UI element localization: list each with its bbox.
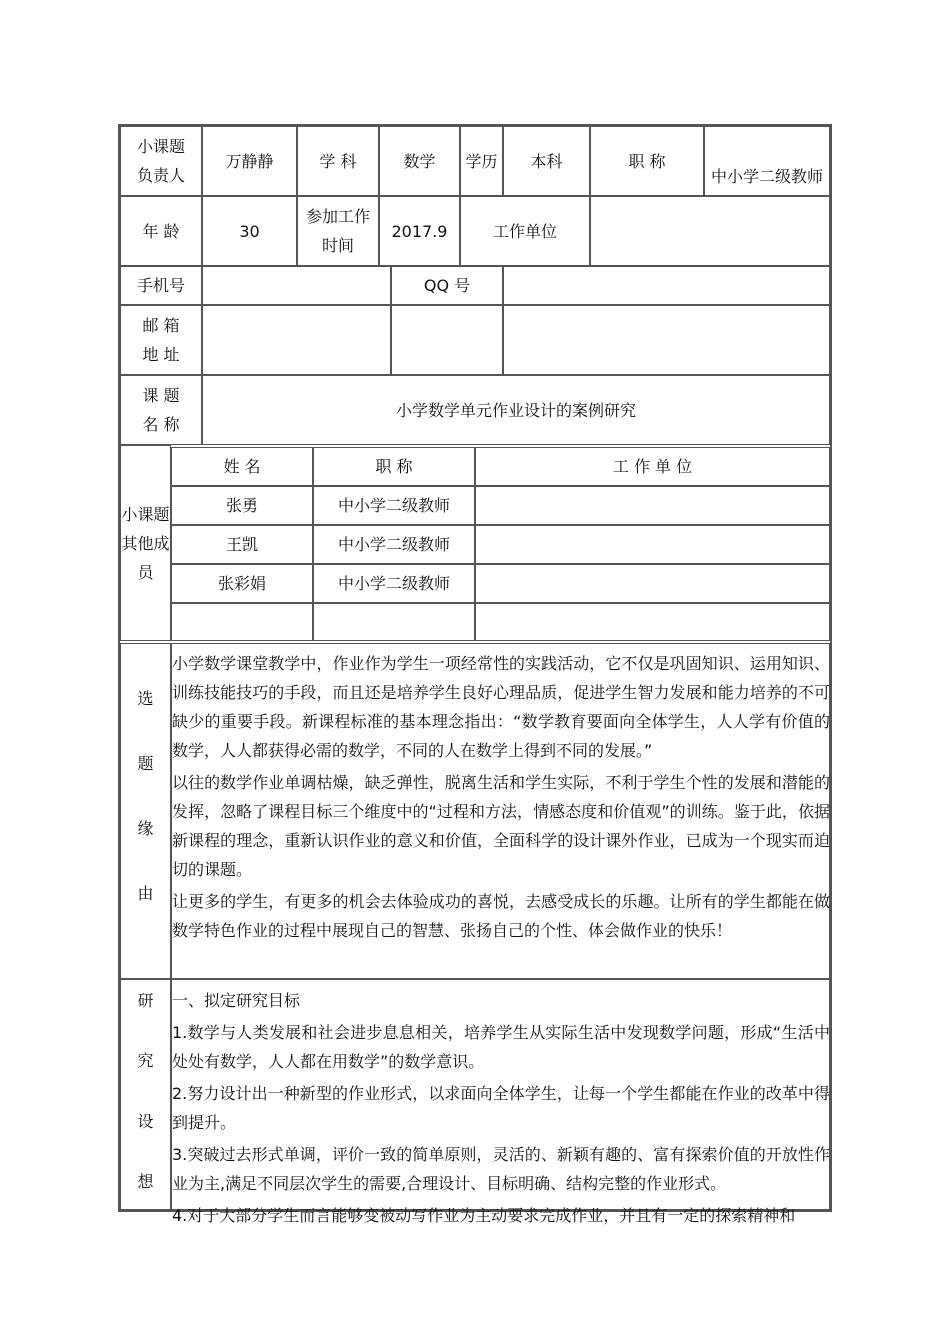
education-value: 本科 [530,151,563,171]
reason-label-cell [120,643,171,979]
title-label-cell [590,126,704,196]
leader-label-line1: 小课题 [136,137,185,156]
member-title: 中小学二级教师 [337,496,450,515]
topic-value-cell [202,375,830,445]
leader-label-line2: 负责人 [136,166,185,185]
email-extra-cell-1 [391,305,503,375]
title-label: 职 称 [628,151,666,171]
members-side-label-cell [120,445,171,641]
member-name: 张彩娟 [217,574,266,593]
work-time-label-line2: 时间 [321,236,354,255]
member-row-4-title [313,603,475,641]
research-paragraph-1: 一、拟定研究目标 [172,991,301,1010]
title-value-cell [704,126,830,196]
member-title: 中小学二级教师 [337,535,450,554]
member-row-1-name [171,486,313,525]
members-header-name-text: 姓 名 [223,457,261,476]
phone-label-cell [120,266,202,305]
topic-label-line2: 名 称 [142,415,180,434]
email-label-cell [120,305,202,375]
members-side-label-line2: 其他成 [121,533,170,553]
members-header-title-text: 职 称 [375,457,413,476]
education-value-cell [503,126,590,196]
work-time-value-cell [379,196,460,266]
research-label-char-1: 研 [137,991,154,1010]
members-header-unit [475,447,830,486]
reason-label-char-4: 由 [137,884,154,904]
research-label-char-3: 设 [137,1111,154,1131]
research-paragraph-4: 3.突破过去形式单调，评价一致的简单原则，灵活的、新颖有趣的、富有探索价值的开放性作业为主,满足不同层次学生的需要,合理设计、目标明确、结构完整的作业形式。 [172,1145,830,1193]
email-label-line1: 邮 箱 [142,316,180,335]
education-label: 学历 [465,151,498,171]
title-value: 中小学二级教师 [710,167,823,186]
research-label-char-2: 究 [137,1051,154,1071]
leader-name: 万静静 [225,151,274,171]
topic-value: 小学数学单元作业设计的案例研究 [395,400,636,420]
member-row-4-name [171,603,313,641]
work-unit-value-cell [590,196,830,266]
age-value: 30 [239,221,260,241]
member-row-2-name [171,525,313,564]
education-label-cell [460,126,503,196]
reason-label-char-3: 缘 [137,819,154,839]
reason-paragraph-2: 以往的数学作业单调枯燥，缺乏弹性，脱离生活和学生实际，不利于学生个性的发展和潜能的发挥，忽略了课程目标三个维度中的“过程和方法，情感态度和价值观”的训练。鉴于此，依据新课程的理念，重新认识作业的意义和价值，全面科学的设计课外作业，已成为一个现实而迫切的课题。 [172,773,830,879]
member-row-3-unit [475,564,830,603]
member-name: 张勇 [225,496,258,515]
member-row-3-name [171,564,313,603]
member-row-2-unit [475,525,830,564]
member-row-4-unit [475,603,830,641]
age-label: 年 龄 [142,221,180,241]
member-row-1-unit [475,486,830,525]
member-row-1-title [313,486,475,525]
reason-paragraph-1: 小学数学课堂教学中，作业作为学生一项经常性的实践活动，它不仅是巩固知识、运用知识、训练技能技巧的手段，而且还是培养学生良好心理品质，促进学生智力发展和能力培养的不可缺少的重要手段。新课程标准的基本理念指出：“数学教育要面向全体学生，人人学有价值的数学，人人都获得必需的数学，不同的人在数学上得到不同的发展。” [172,654,830,760]
age-label-cell [120,196,202,266]
members-side-label-line3: 员 [137,562,154,582]
age-value-cell [202,196,297,266]
subject-label: 学 科 [319,151,357,171]
member-row-2-title [313,525,475,564]
members-side-label-line1: 小课题 [121,504,170,524]
qq-label: QQ 号 [423,276,471,295]
members-header-unit-text: 工 作 单 位 [612,457,693,476]
subject-value-cell [379,126,460,196]
research-paragraph-2: 1.数学与人类发展和社会进步息息相关，培养学生从实际生活中发现数学问题，形成“生活中处处有数学，人人都在用数学”的数学意识。 [172,1023,830,1071]
work-time-value: 2017.9 [391,221,448,241]
email-value-cell [202,305,391,375]
leader-label-cell [120,126,202,196]
subject-label-cell [297,126,379,196]
email-label-line2: 地 址 [142,345,180,364]
member-title: 中小学二级教师 [337,574,450,593]
members-header-title [313,447,475,486]
research-label-cell [120,979,171,1210]
qq-value-cell [503,266,830,305]
work-unit-label: 工作单位 [492,221,557,241]
member-name: 王凯 [225,535,258,554]
phone-value-cell [202,266,391,305]
reason-paragraph-3: 让更多的学生，有更多的机会去体验成功的喜悦，去感受成长的乐趣。让所有的学生都能在做数学特色作业的过程中展现自己的智慧、张扬自己的个性、体会做作业的快乐！ [172,892,830,940]
email-extra-cell-2 [503,305,830,375]
research-label-char-4: 想 [137,1171,154,1191]
reason-text-block [170,647,832,967]
work-time-label-line1: 参加工作 [305,207,370,226]
leader-name-cell [202,126,297,196]
work-unit-label-cell [460,196,590,266]
phone-label: 手机号 [136,276,185,295]
subject-value: 数学 [403,151,436,171]
members-header-name [171,447,313,486]
research-paragraph-5: 4.对于大部分学生而言能够变被动写作业为主动要求完成作业，并且有一定的探索精神和 [172,1206,796,1225]
topic-label-line1: 课 题 [142,386,180,405]
work-time-label-cell [297,196,379,266]
qq-label-cell [391,266,503,305]
topic-label-cell [120,375,202,445]
reason-label-char-2: 题 [137,753,154,773]
research-text-block [170,984,832,1225]
reason-label-char-1: 选 [137,688,154,708]
research-paragraph-3: 2.努力设计出一种新型的作业形式，以求面向全体学生，让每一个学生都能在作业的改革中得到提升。 [172,1084,830,1132]
member-row-3-title [313,564,475,603]
